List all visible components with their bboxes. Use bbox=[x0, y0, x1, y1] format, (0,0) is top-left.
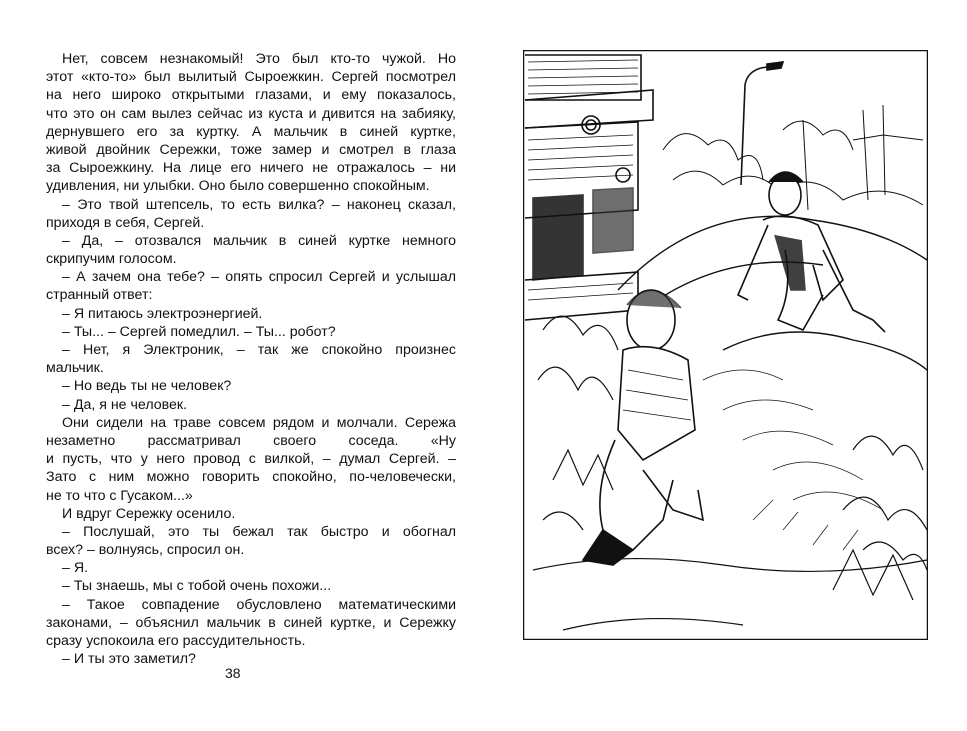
text-line: всех? – волнуясь, спросил он. bbox=[46, 542, 245, 559]
text-line: живой двойник Сережки, тоже замер и смотрел в глаза bbox=[46, 141, 456, 158]
page-number: 38 bbox=[225, 665, 241, 681]
illustration bbox=[523, 50, 928, 640]
text-line: странный ответ: bbox=[46, 287, 153, 304]
text-line: – Да, – отозвался мальчик в синей куртке немного bbox=[62, 232, 456, 249]
text-line: Нет, совсем незнакомый! Это был кто-то чужой. Но bbox=[62, 51, 456, 67]
text-line: – Да, я не человек. bbox=[62, 396, 188, 413]
text-line: за Сыроежкину. На лице его ничего не отражалось – ни bbox=[46, 160, 456, 177]
text-line: законами, – объяснил мальчик в синей куртке, и Сережку bbox=[46, 614, 456, 631]
text-line: не то что с Гусаком...» bbox=[46, 487, 193, 504]
illustration-frame bbox=[524, 51, 928, 640]
text-line: что это он сам вылез сейчас из куста и дивится на забияку, bbox=[46, 105, 456, 122]
text-line: приходя в себя, Сергей. bbox=[46, 214, 205, 231]
text-line: – Я. bbox=[62, 560, 89, 577]
text-line: – Ты знаешь, мы с тобой очень похожи... bbox=[62, 578, 332, 595]
text-line: на него широко открытыми глазами, и ему показалось, bbox=[46, 87, 456, 104]
text-line: – Такое совпадение обусловлено математическими bbox=[62, 596, 456, 613]
text-line: мальчик. bbox=[46, 360, 104, 377]
text-line: – И ты это заметил? bbox=[62, 651, 196, 668]
text-line: удивления, ни улыбки. Оно было совершенно спокойным. bbox=[46, 178, 430, 195]
text-line: – Это твой штепсель, то есть вилка? – наконец сказал, bbox=[62, 196, 456, 213]
text-line: – А зачем она тебе? – опять спросил Сергей и услышал bbox=[62, 269, 456, 286]
text-line: и пусть, что у него провод с вилкой, – думал Сергей. – bbox=[46, 451, 456, 468]
text-line: И вдруг Сережку осенило. bbox=[62, 505, 236, 522]
text-line: – Послушай, это ты бежал так быстро и обогнал bbox=[62, 523, 456, 540]
text-line: – Нет, я Электроник, – так же спокойно произнес bbox=[62, 342, 456, 358]
text-line: – Но ведь ты не человек? bbox=[62, 378, 232, 395]
left-page bbox=[0, 0, 483, 731]
right-page bbox=[483, 0, 967, 731]
text-line: – Ты... – Сергей помедлил. – Ты... робот? bbox=[62, 323, 336, 340]
text-line: сразу успокоила его рассудительность. bbox=[46, 633, 306, 649]
text-line: – Я питаюсь электроэнергией. bbox=[62, 305, 263, 322]
body-text bbox=[46, 50, 456, 668]
text-line: дернувшего его за куртку. А мальчик в синей куртке, bbox=[46, 123, 456, 140]
text-line: этот «кто-то» был вылитый Сыроежкин. Сергей посмотрел bbox=[46, 69, 456, 86]
text-line: Зато с ним можно говорить спокойно, по-человечески, bbox=[46, 469, 456, 486]
text-line: Они сидели на траве совсем рядом и молчали. Сережа bbox=[62, 414, 456, 431]
text-line: незаметно рассматривал своего соседа. «Ну bbox=[46, 432, 456, 449]
text-line: скрипучим голосом. bbox=[46, 251, 177, 268]
